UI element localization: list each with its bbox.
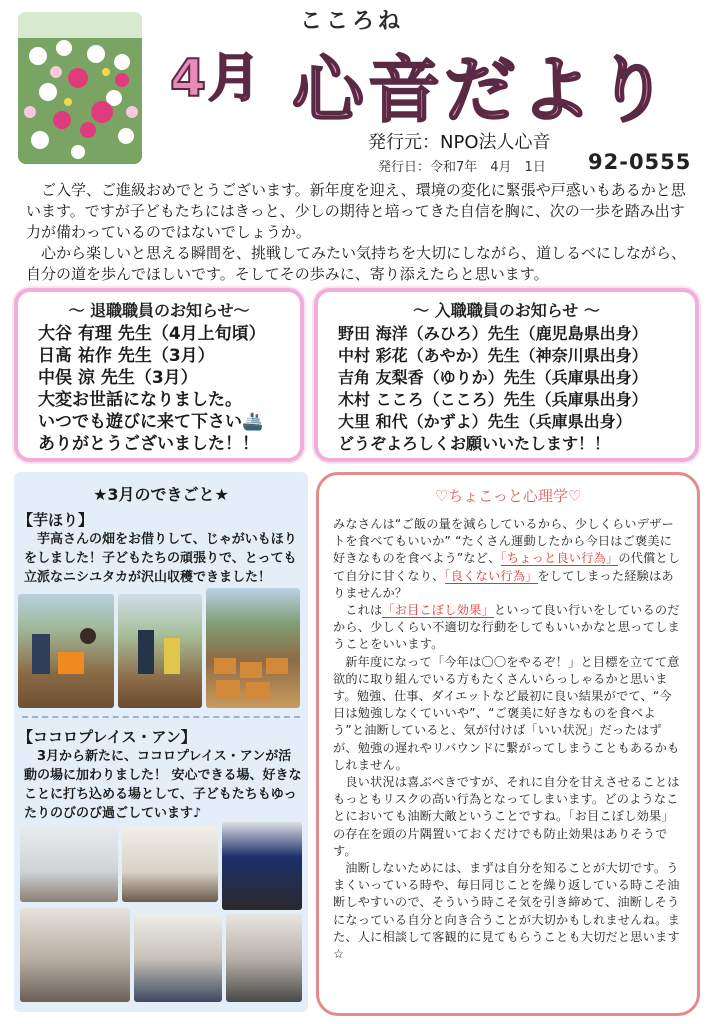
psychology-column	[316, 472, 700, 1016]
kokoro-place-text: 3月から新たに、ココロプレイス・アンが活動の場に加わりました！ 安心できる場、好きなことに打ち込める場として、子どもたちもゆったりのびのび過ごしています♪	[24, 749, 302, 821]
section-divider	[22, 716, 300, 718]
psychology-text: みなさんは“ご飯の量を減らしているから、少しくらいデザートを食べてもいいか” “たくさん運動したから今日はご褒美に好きなものを食べよう”など、	[333, 517, 674, 566]
join-notice-box	[314, 288, 699, 462]
potato-photo	[118, 594, 202, 708]
retire-notice-box	[14, 288, 304, 462]
publisher: 発行元：NPO法人心音	[368, 132, 551, 153]
intro-paragraph: ご入学、ご進級おめでとうございます。新年度を迎え、環境の変化に緊張や戸惑いもあるかと思います。ですが子どもたちにはきっと、少しの期待と培ってきた自信を胸に、次の一歩を踏み出す力が備わっているのではないでしょうか。	[26, 181, 686, 241]
retire-line: ありがとうございました！！	[38, 434, 259, 454]
join-line: 中村 彩花（あやか）先生（神奈川県出身）	[338, 346, 648, 365]
flower-photo	[18, 12, 142, 164]
join-line: 野田 海洋（みひろ）先生（鹿児島県出身）	[338, 324, 648, 343]
activity-photo	[20, 908, 130, 1002]
potato-digging-text: 芋高さんの畑をお借りして、じゃがいもほりをしました！子どもたちの頑張りで、とっても立派なニシユタカが沢山収穫できました！	[24, 532, 297, 585]
join-heading: ～ 入職職員のお知らせ ～	[413, 301, 600, 320]
join-line: 大里 和代（かずよ）先生（兵庫県出身）	[338, 412, 632, 431]
potato-photo	[18, 594, 114, 708]
intro-paragraph: 心から楽しいと思える瞬間を、挑戦してみたい気持ちを大切にしながら、道しるべにしながら、自分の道を歩んでほしいです。そしてその歩みに、寄り添えたらと思います。	[26, 244, 687, 283]
psychology-paragraph: 油断しないためには、まずは自分を知ることが大切です。うまくいっている時や、毎日同じことを繰り返している時こそ油断しやすいので、そういう時こそ気を引き締めて、油断しそうになっている自分と向き合うことが大切かもしれませんね。また、人に相談して客観的に見てもらうことも大切だと思います☆	[333, 861, 680, 962]
newsletter-title: 心音だより	[292, 48, 673, 132]
join-line: どうぞよろしくお願いいたします！！	[338, 434, 611, 453]
retire-line: 大変お世話になりました。	[38, 390, 242, 410]
potato-digging-title: 【芋ほり】	[18, 511, 94, 529]
march-events-section	[14, 472, 308, 1012]
title-ruby: こころね	[300, 9, 405, 34]
potato-photo	[206, 588, 300, 708]
psychology-text: といって良い行いをしているのだから、少しくらい不適切な行動をしてもいいかなと思ってしまうことをいいます。	[333, 603, 680, 652]
psychology-text: これは	[345, 603, 383, 618]
join-line: 吉角 友梨香（ゆりか）先生（兵庫県出身）	[338, 368, 648, 387]
psychology-title: ♡ちょこっと心理学♡	[434, 487, 582, 505]
psychology-paragraph	[333, 516, 683, 602]
psychology-paragraph	[333, 602, 683, 654]
kokoro-place-title: 【ココロプレイス・アン】	[18, 728, 196, 746]
events-title: ★3月のできごと★	[93, 485, 229, 504]
activity-photo	[20, 826, 118, 902]
highlight-text: 「お目こぼし効果」	[382, 603, 494, 618]
psychology-text: をしてしまった経験はありませんか？	[333, 568, 674, 600]
activity-photo	[222, 822, 302, 910]
title-month: 4月	[170, 49, 263, 109]
kokoro-place-photos	[18, 822, 304, 1008]
psychology-text: の代償として自分に甘くなり、	[333, 551, 681, 583]
retire-line: いつでも遊びに来て下さい🚢	[38, 412, 264, 432]
issue-date: 発行日：令和7年 4月 1日	[378, 160, 546, 175]
potato-photos	[18, 588, 304, 712]
issue-number: 92-0555	[588, 150, 692, 174]
activity-photo	[122, 826, 218, 902]
intro-text	[26, 180, 694, 285]
activity-photo	[134, 914, 222, 1002]
psychology-paragraph: 新年度になって「今年は〇〇をやるぞ！」と目標を立てて意欲的に取り組んでいる方もたくさんいらっしゃるかと思います。勉強、仕事、ダイエットなど最初に良い結果がでて、“今日は勉強しなくていいや”、“ご褒美に好きなものを食べよう”と油断していると、気が付けば「いい状況」だったはずが、勉強の遅れやリバウンドに繋がってしまうこともあるかもしれません。	[333, 654, 680, 772]
psychology-body	[333, 516, 683, 963]
retire-line: 大谷 有理 先生（4月上旬頃）	[38, 324, 266, 344]
activity-photo	[226, 914, 302, 1002]
retire-heading: ～ 退職職員のお知らせ～	[68, 301, 250, 320]
highlight-text: 「良くない行為」	[444, 568, 538, 583]
highlight-text: 「ちょっと良い行為」	[500, 551, 619, 566]
psychology-paragraph: 良い状況は喜ぶべきですが、それに自分を甘えさせることはもっともリスクの高い行為となってしまいます。どのようなことにおいても油断大敵ということですね。「お目こぼし効果」の存在を頭の片隅置いておくだけでも防止効果はありそうです。	[333, 775, 680, 858]
retire-line: 日髙 祐作 先生（3月）	[38, 346, 215, 366]
join-line: 木村 こころ（こころ）先生（兵庫県出身）	[338, 390, 648, 409]
retire-line: 中俣 涼 先生（3月）	[38, 368, 198, 388]
